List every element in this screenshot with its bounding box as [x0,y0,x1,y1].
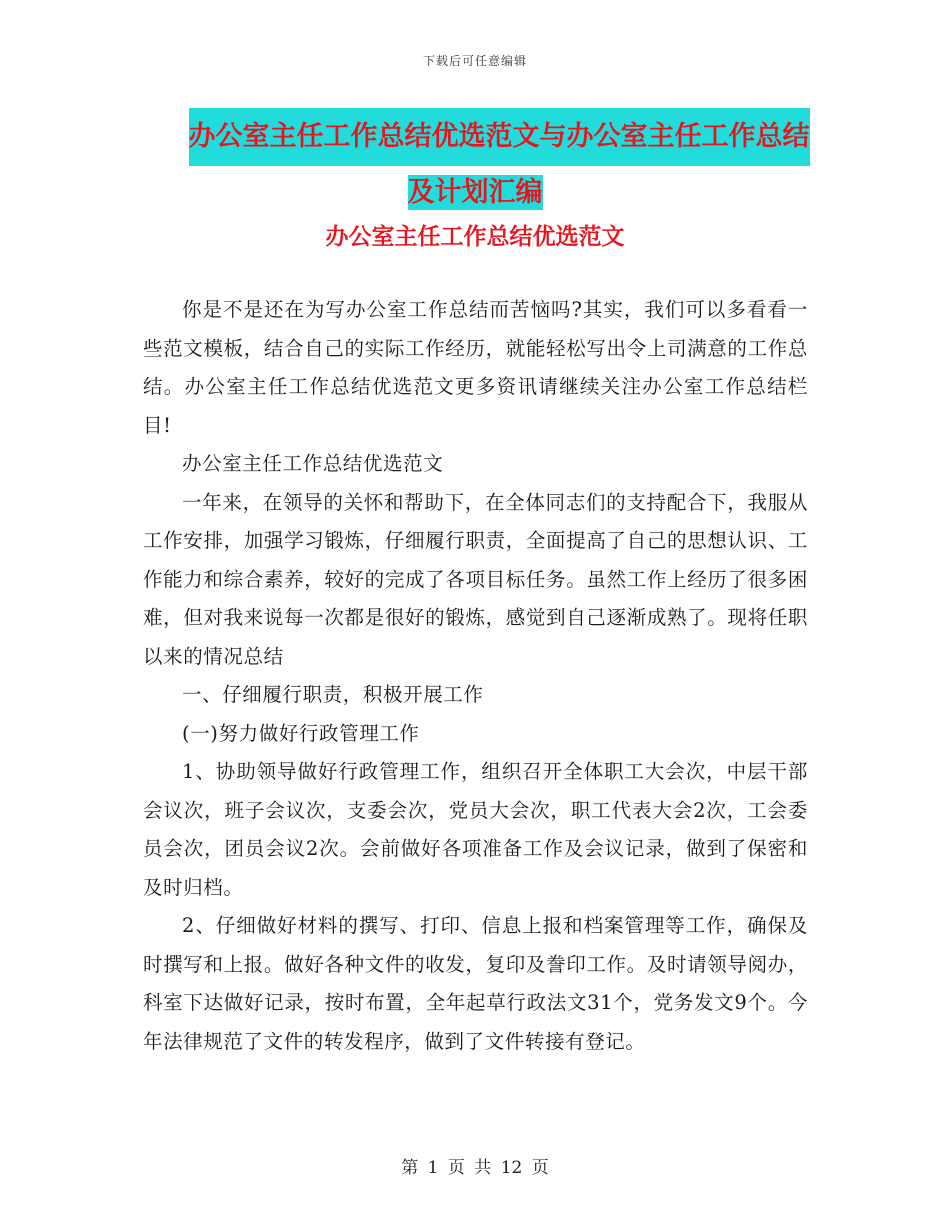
page-header-note: 下载后可任意编辑 [422,54,527,68]
paragraph-intro: 你是不是还在为写办公室工作总结而苦恼吗?其实，我们可以多看看一些范文模板，结合自己的实际工作经历，就能轻松写出令上司满意的工作总结。办公室主任工作总结优选范文更多资讯请继续关注办公室工作总结栏目! [143,298,808,437]
document-title [0,108,950,220]
paragraph-overview: 一年来，在领导的关怀和帮助下，在全体同志们的支持配合下，我服从工作安排，加强学习锻炼，仔细履行职责，全面提高了自己的思想认识、工作能力和综合素养，较好的完成了各项目标任务。虽然工作上经历了很多困难，但对我来说每一次都是很好的锻炼，感觉到自己逐渐成熟了。现将任职以来的情况总结 [143,490,808,668]
paragraph-subtitle: 办公室主任工作总结优选范文 [182,452,444,475]
document-title-line-1: 办公室主任工作总结优选范文与办公室主任工作总结 [189,108,810,166]
paragraph-item-2: 2、仔细做好材料的撰写、打印、信息上报和档案管理等工作，确保及时撰写和上报。做好各种文件的收发，复印及誊印工作。及时请领导阅办，科室下达做好记录，按时布置，全年起草行政法文31个，党务发文9个。今年法律规范了文件的转发程序，做到了文件转接有登记。 [143,914,808,1053]
paragraph-heading-1: 一、仔细履行职责，积极开展工作 [182,683,484,706]
paragraph-item-1: 1、协助领导做好行政管理工作，组织召开全体职工大会次，中层干部会议次，班子会议次，支委会次，党员大会次，职工代表大会2次，工会委员会次，团员会议2次。会前做好各项准备工作及会议记录，做到了保密和及时归档。 [143,760,808,899]
page-number-footer: 第 1 页 共 12 页 [401,1158,549,1178]
section-title: 办公室主任工作总结优选范文 [325,224,625,250]
body-text [143,291,808,1061]
paragraph-heading-1-1: (一)努力做好行政管理工作 [182,721,420,745]
document-title-line-2: 及计划汇编 [407,177,543,208]
